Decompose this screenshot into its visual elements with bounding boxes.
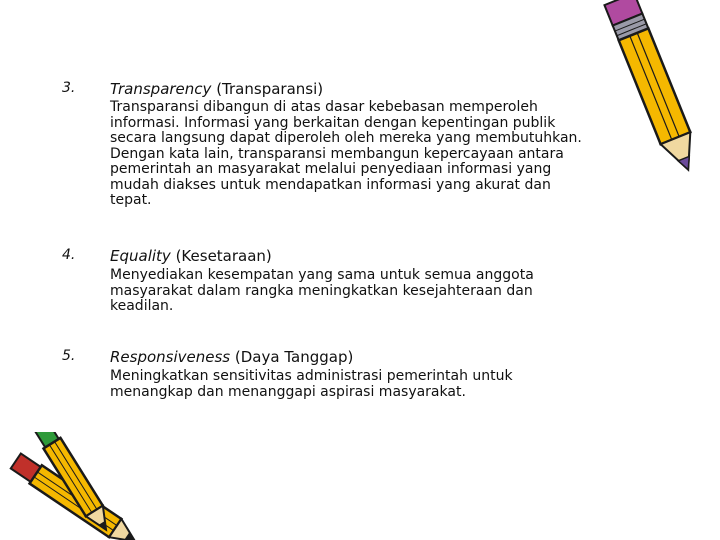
description-line: tepat. — [110, 192, 152, 208]
item-description — [110, 268, 670, 315]
item-number: 3. — [62, 80, 76, 96]
item-translation: (Daya Tanggap) — [234, 348, 354, 366]
item-number: 4. — [62, 247, 76, 263]
description-line: pemerintah an masyarakat melalui penyediaan informasi yang — [110, 161, 552, 177]
description-line: menangkap dan menanggapi aspirasi masyarakat. — [110, 383, 466, 400]
description-line: Dengan kata lain, transparansi membangun kepercayaan antara — [110, 145, 564, 162]
description-line: Menyediakan kesempatan yang sama untuk semua anggota — [110, 267, 534, 283]
item-number: 5. — [62, 348, 76, 364]
pencil-icon — [596, 0, 716, 180]
item-description — [110, 100, 670, 209]
description-line: Transparansi dibangun di atas dasar kebebasan memperoleh — [110, 99, 538, 115]
item-heading — [110, 80, 323, 98]
item-heading — [110, 247, 272, 265]
item-term: Equality — [110, 247, 171, 265]
description-line: mudah diakses untuk mendapatkan informasi yang akurat dan — [110, 176, 551, 193]
item-heading — [110, 348, 353, 366]
item-term: Responsiveness — [110, 348, 231, 366]
description-line: Meningkatkan sensitivitas administrasi pemerintah untuk — [110, 368, 513, 384]
item-description — [110, 369, 670, 400]
item-translation: (Kesetaraan) — [175, 247, 272, 265]
description-line: informasi. Informasi yang berkaitan dengan kepentingan publik — [110, 114, 556, 131]
item-translation: (Transparansi) — [216, 80, 324, 98]
description-line: keadilan. — [110, 298, 174, 314]
pencils-icon — [0, 432, 160, 540]
item-term: Transparency — [110, 80, 212, 98]
description-line: masyarakat dalam rangka meningkatkan kesejahteraan dan — [110, 282, 533, 299]
description-line: secara langsung dapat diperoleh oleh mereka yang membutuhkan. — [110, 130, 582, 146]
